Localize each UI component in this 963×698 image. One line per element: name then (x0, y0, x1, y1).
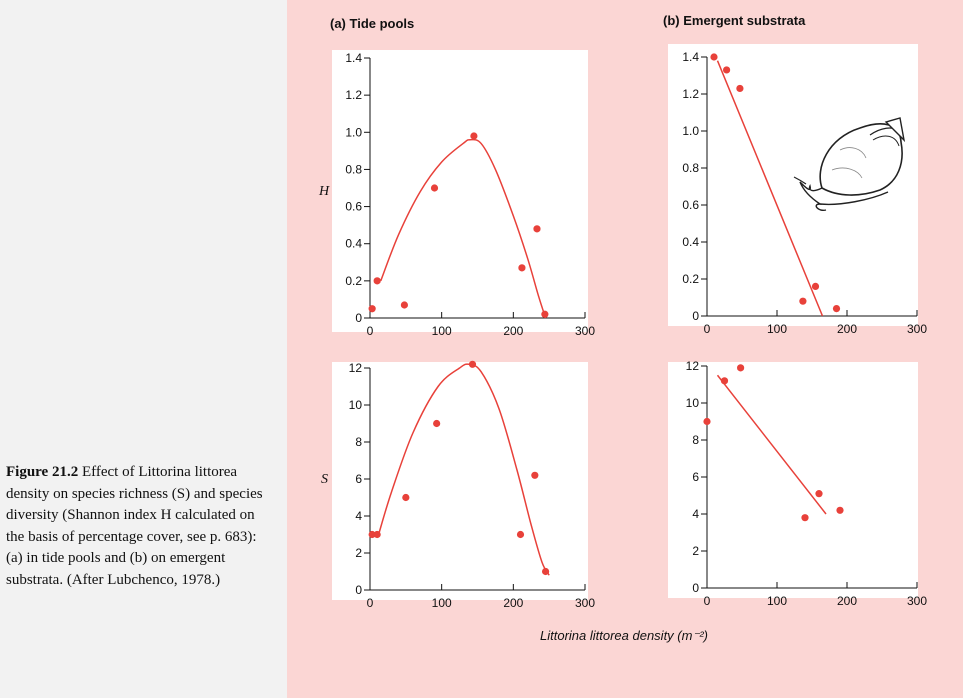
b-bottom-data-point (737, 364, 744, 371)
a-bottom-ytick-label: 0 (355, 583, 362, 597)
b-bottom-ytick-label: 4 (692, 507, 699, 521)
a-top-ytick-label: 0.8 (345, 162, 362, 177)
b-top-data-point (723, 66, 730, 73)
b-top-ytick-label: 1.0 (682, 124, 699, 138)
b-bottom-ytick-label: 6 (692, 470, 699, 484)
b-top-data-point (799, 298, 806, 305)
a-top-xtick-label: 300 (574, 324, 596, 338)
a-top-data-point (518, 264, 525, 271)
a-top-data-point (541, 311, 548, 318)
a-top-data-point (470, 132, 477, 139)
b-top-ytick-label: 0 (692, 309, 699, 323)
a-top-ytick-label: 0.2 (345, 273, 362, 288)
a-bottom-xtick-label: 200 (503, 596, 524, 610)
a-bottom-data-point (374, 531, 381, 538)
a-bottom-ytick-label: 6 (355, 472, 362, 486)
b-bottom-xtick-label: 200 (836, 594, 858, 608)
caption-text: Effect of Littorina littorea density on species richness (S) and species diversity (Shannon index H calculated on the basis of percentage cover, see p. 683): (a) in tide pools and (b) on emergent substrata. (After Lubchenco, 1978.) (6, 464, 263, 588)
a-bottom-xtick-label: 0 (366, 596, 374, 610)
a-bottom-data-point (531, 472, 538, 479)
a-top-ytick-label: 1.4 (345, 51, 362, 65)
a-bottom-ytick-label: 2 (355, 546, 362, 560)
b-bottom-ytick-label: 2 (692, 544, 699, 558)
b-bottom-xtick-label: 300 (906, 594, 928, 608)
a-top-ytick-label: 0.6 (345, 199, 362, 214)
a-bottom-data-point (433, 420, 440, 427)
b-top-ytick-label: 1.2 (682, 87, 699, 101)
shared-x-axis-label-species: Littorina littorea density (m⁻²) (540, 628, 708, 643)
b-bottom-xtick-label: 100 (766, 594, 788, 608)
a-top-xtick-label: 200 (503, 324, 524, 338)
a-top-xtick-label: 0 (366, 324, 374, 338)
b-top-xtick-label: 0 (703, 322, 711, 336)
b-top-data-point (736, 85, 743, 92)
panel-b-bottom-background (668, 362, 918, 598)
b-top-ytick-label: 0.2 (682, 272, 699, 286)
b-top-data-point (833, 305, 840, 312)
a-bottom-ytick-label: 4 (355, 509, 362, 523)
b-bottom-data-point (801, 514, 808, 521)
a-bottom-xtick-label: 300 (574, 596, 596, 610)
caption-figure-number: Figure 21.2 (6, 464, 79, 480)
a-top-data-point (374, 277, 381, 284)
a-bottom-xtick-label: 100 (431, 596, 452, 610)
a-top-data-point (401, 301, 408, 308)
b-bottom-data-point (703, 418, 710, 425)
a-top-data-point (369, 305, 376, 312)
b-bottom-xtick-label: 0 (703, 594, 711, 608)
b-bottom-data-point (815, 490, 822, 497)
panel-a-top-ylabel: H (319, 184, 330, 199)
panel-a-title: (a) Tide pools (330, 16, 415, 31)
b-top-ytick-label: 1.4 (682, 50, 699, 64)
b-top-data-point (710, 53, 717, 60)
a-top-ytick-label: 1.0 (345, 125, 362, 140)
a-top-ytick-label: 1.2 (345, 88, 362, 103)
b-bottom-data-point (721, 377, 728, 384)
b-top-ytick-label: 0.4 (682, 235, 699, 249)
a-bottom-ytick-label: 8 (355, 435, 362, 449)
a-top-xtick-label: 100 (431, 324, 452, 338)
b-top-data-point (812, 283, 819, 290)
a-bottom-ytick-label: 10 (348, 398, 362, 412)
shared-x-axis-label (540, 628, 708, 643)
a-top-data-point (431, 184, 438, 191)
panel-b-title: (b) Emergent substrata (663, 13, 806, 28)
a-top-ytick-label: 0.4 (345, 236, 362, 251)
b-top-ytick-label: 0.6 (682, 198, 699, 212)
a-bottom-data-point (469, 361, 476, 368)
b-bottom-ytick-label: 10 (685, 396, 699, 410)
figure-caption (6, 462, 276, 591)
a-bottom-data-point (402, 494, 409, 501)
b-top-xtick-label: 100 (766, 322, 788, 336)
b-top-xtick-label: 300 (906, 322, 928, 336)
panel-a-bottom-ylabel: S (321, 472, 328, 487)
a-top-ytick-label: 0 (355, 311, 362, 325)
b-bottom-data-point (836, 507, 843, 514)
a-bottom-data-point (542, 568, 549, 575)
b-bottom-ytick-label: 12 (685, 359, 699, 373)
b-bottom-ytick-label: 8 (692, 433, 699, 447)
a-bottom-data-point (517, 531, 524, 538)
b-bottom-ytick-label: 0 (692, 581, 699, 595)
b-top-xtick-label: 200 (836, 322, 858, 336)
a-top-data-point (533, 225, 540, 232)
b-top-ytick-label: 0.8 (682, 161, 699, 175)
a-bottom-ytick-label: 12 (348, 361, 362, 375)
